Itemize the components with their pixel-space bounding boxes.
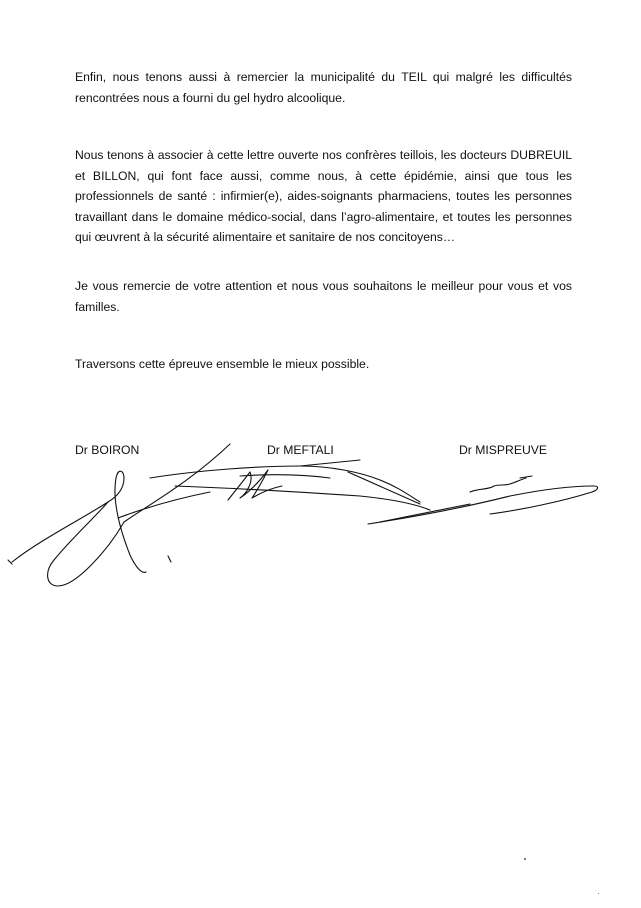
- paragraph-closing-thanks: Je vous remercie de votre attention et nous vous souhaitons le meilleur pour vous et vos familles.: [75, 279, 572, 314]
- paragraph-encouragement: Traversons cette épreuve ensemble le mieux possible.: [75, 357, 370, 371]
- paragraph-thanks-municipality: Enfin, nous tenons aussi à remercier la municipalité du TEIL qui malgré les difficultés rencontrées nous a fourni du gel hydro alcoolique.: [75, 70, 572, 105]
- handwritten-signatures: [0, 430, 641, 600]
- signatory-boiron: Dr BOIRON: [75, 443, 140, 457]
- signature-boiron: [8, 444, 230, 586]
- paragraph-associates: Nous tenons à associer à cette lettre ouverte nos confrères teillois, les docteurs DUBREUIL et BILLON, qui font face aussi, comme nous, à cette épidémie, ainsi que tous les professionnels de santé : infirmier(e), aides-soignants pharmaciens, toutes les personnes travaillant dans le domaine médico-social, dans l’agro-alimentaire, et toutes les personnes qui œuvrent à la sécurité alimentaire et sanitaire de nos concitoyens…: [75, 148, 572, 244]
- signatory-mispreuve: Dr MISPREUVE: [459, 443, 548, 457]
- signature-mispreuve: [368, 476, 598, 524]
- scan-speck: [524, 858, 526, 860]
- signatory-meftali: Dr MEFTALI: [267, 443, 334, 457]
- signature-meftali: [150, 460, 430, 510]
- scan-speck: [598, 893, 599, 894]
